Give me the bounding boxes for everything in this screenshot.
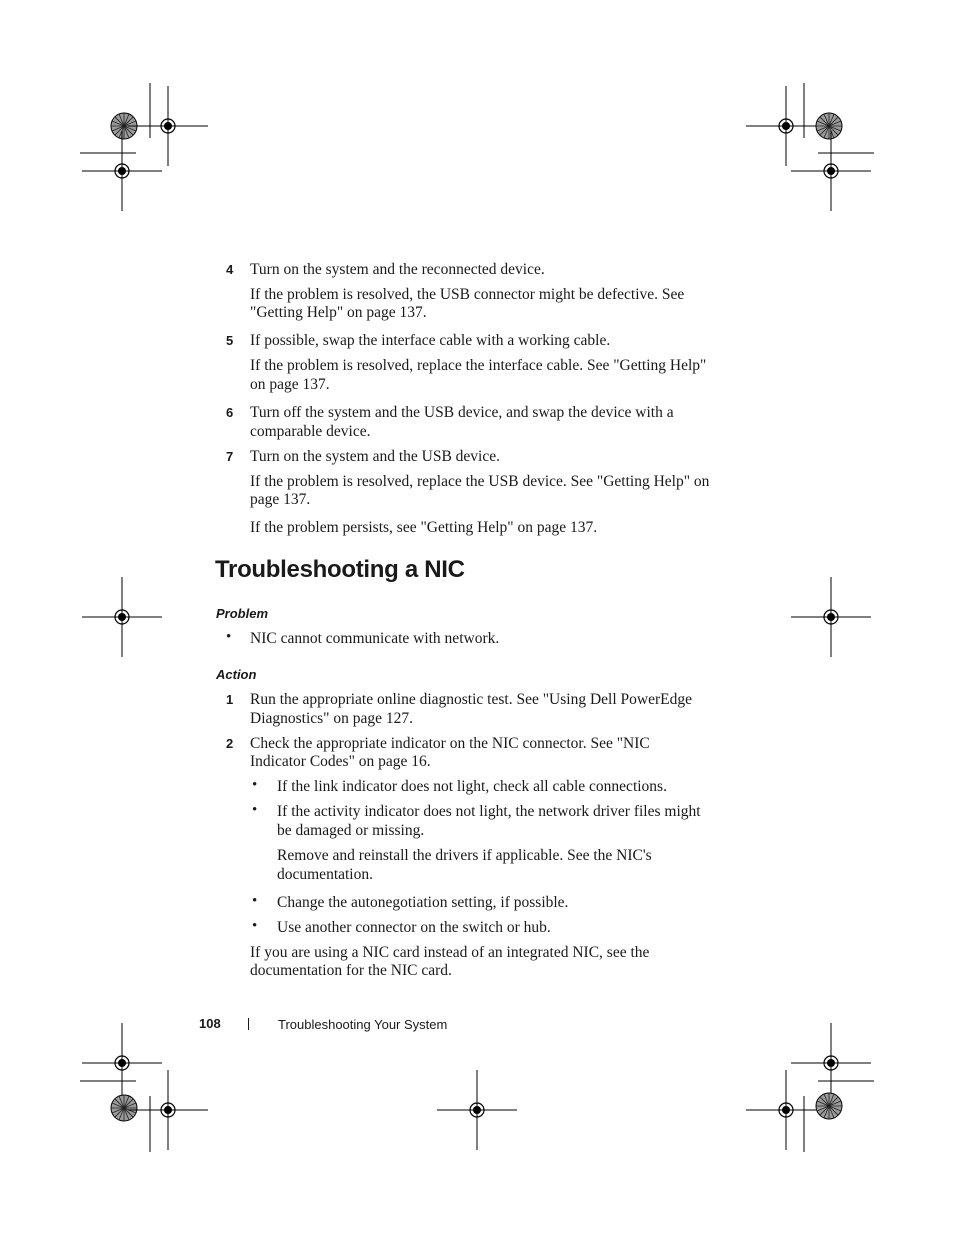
footer-separator: [248, 1018, 249, 1030]
chapter-title: Troubleshooting Your System: [278, 1017, 448, 1032]
bullet-icon: •: [226, 629, 232, 645]
sub-bullet-note: documentation.: [277, 866, 373, 883]
step-note-line: "Getting Help" on page 137.: [250, 304, 427, 321]
step-note-line: If the problem is resolved, replace the interface cable. See "Getting Help": [250, 357, 707, 374]
step-text: Turn on the system and the USB device.: [250, 448, 500, 465]
action-label: Action: [216, 667, 257, 682]
sub-bullet-note: Remove and reinstall the drivers if applicable. See the NIC's: [277, 847, 652, 864]
closing-text: documentation for the NIC card.: [250, 962, 452, 979]
step-text: Indicator Codes" on page 16.: [250, 753, 431, 770]
bullet-icon: •: [252, 802, 258, 818]
step-text: Run the appropriate online diagnostic test. See "Using Dell PowerEdge: [250, 691, 692, 708]
step-text: If possible, swap the interface cable with a working cable.: [250, 332, 611, 349]
step-text: Turn off the system and the USB device, and swap the device with a: [250, 404, 674, 421]
step-number: 6: [226, 405, 234, 420]
step-number: 7: [226, 449, 234, 464]
bullet-icon: •: [252, 893, 258, 909]
sub-bullet: Change the autonegotiation setting, if possible.: [277, 894, 569, 911]
step-number: 1: [226, 692, 234, 707]
problem-label: Problem: [216, 606, 269, 621]
step-note-line: page 137.: [250, 491, 311, 508]
step-note-line: on page 137.: [250, 376, 330, 393]
problem-bullet: NIC cannot communicate with network.: [250, 630, 500, 647]
sub-bullet: be damaged or missing.: [277, 822, 425, 839]
step-note-line: If the problem persists, see "Getting Help" on page 137.: [250, 519, 598, 536]
sub-bullet: If the link indicator does not light, check all cable connections.: [277, 778, 667, 795]
step-note-line: If the problem is resolved, the USB connector might be defective. See: [250, 286, 685, 303]
closing-text: If you are using a NIC card instead of an integrated NIC, see the: [250, 944, 650, 961]
step-text: comparable device.: [250, 423, 371, 440]
section-heading: Troubleshooting a NIC: [215, 556, 465, 583]
step-text: Diagnostics" on page 127.: [250, 710, 414, 727]
step-note-line: If the problem is resolved, replace the USB device. See "Getting Help" on: [250, 473, 710, 490]
sub-bullet: Use another connector on the switch or hub.: [277, 919, 551, 936]
step-number: 4: [226, 262, 234, 277]
step-text: Check the appropriate indicator on the NIC connector. See "NIC: [250, 735, 650, 752]
bullet-icon: •: [252, 777, 258, 793]
sub-bullet: If the activity indicator does not light, the network driver files might: [277, 803, 701, 820]
step-number: 2: [226, 736, 234, 751]
step-number: 5: [226, 333, 234, 348]
page-number: 108: [199, 1016, 221, 1031]
step-text: Turn on the system and the reconnected device.: [250, 261, 545, 278]
bullet-icon: •: [252, 918, 258, 934]
